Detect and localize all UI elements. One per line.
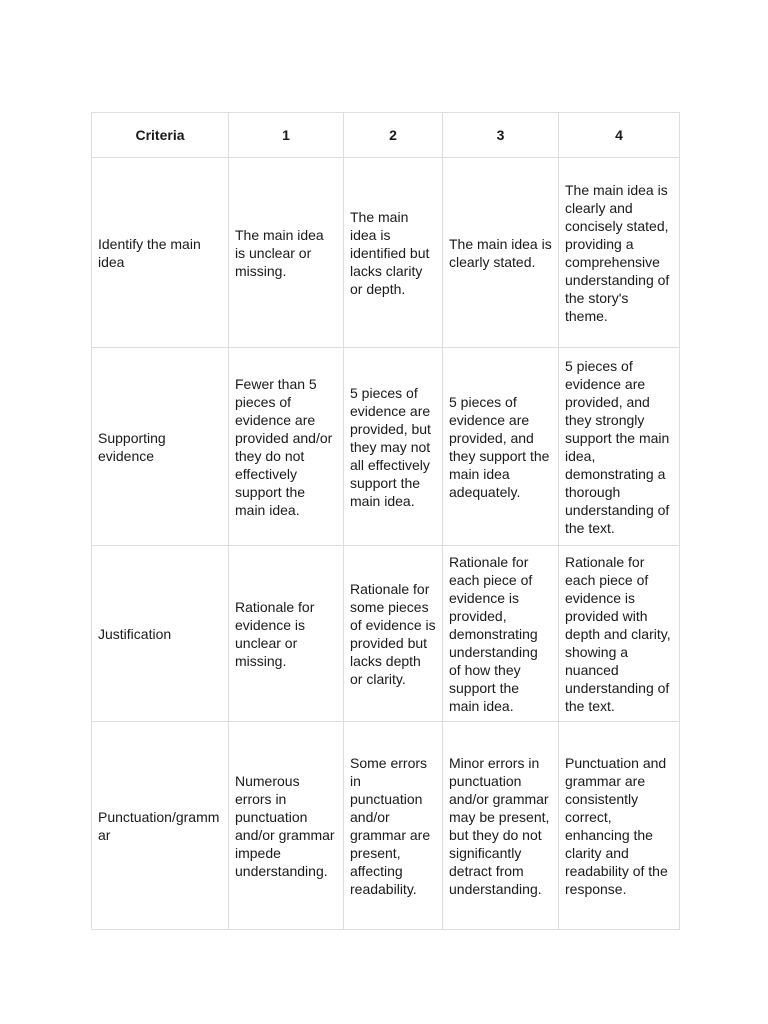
criteria-cell: Identify the main idea	[92, 158, 229, 348]
table-row	[92, 546, 680, 722]
level-1-cell: Fewer than 5 pieces of evidence are provided and/or they do not effectively support the main idea.	[229, 348, 344, 546]
level-2-cell: 5 pieces of evidence are provided, but they may not all effectively support the main idea.	[344, 348, 443, 546]
level-2-cell: Some errors in punctuation and/or grammar are present, affecting readability.	[344, 722, 443, 930]
rubric-table	[91, 112, 680, 930]
level-3-cell: 5 pieces of evidence are provided, and they support the main idea adequately.	[443, 348, 559, 546]
table-row	[92, 722, 680, 930]
header-level-2: 2	[344, 113, 443, 158]
level-3-cell: Minor errors in punctuation and/or grammar may be present, but they do not significantly detract from understanding.	[443, 722, 559, 930]
header-level-1: 1	[229, 113, 344, 158]
level-2-cell: Rationale for some pieces of evidence is provided but lacks depth or clarity.	[344, 546, 443, 722]
level-1-cell: Rationale for evidence is unclear or missing.	[229, 546, 344, 722]
header-level-3: 3	[443, 113, 559, 158]
level-4-cell: Rationale for each piece of evidence is provided with depth and clarity, showing a nuanced understanding of the text.	[559, 546, 680, 722]
table-row	[92, 158, 680, 348]
level-2-cell: The main idea is identified but lacks clarity or depth.	[344, 158, 443, 348]
criteria-cell: Punctuation/grammar	[92, 722, 229, 930]
level-4-cell: The main idea is clearly and concisely stated, providing a comprehensive understanding of the story's theme.	[559, 158, 680, 348]
header-level-4: 4	[559, 113, 680, 158]
level-3-cell: The main idea is clearly stated.	[443, 158, 559, 348]
criteria-cell: Justification	[92, 546, 229, 722]
level-1-cell: The main idea is unclear or missing.	[229, 158, 344, 348]
level-3-cell: Rationale for each piece of evidence is provided, demonstrating understanding of how they support the main idea.	[443, 546, 559, 722]
level-4-cell: Punctuation and grammar are consistently correct, enhancing the clarity and readability of the response.	[559, 722, 680, 930]
table-row	[92, 348, 680, 546]
header-row	[92, 113, 680, 158]
level-1-cell: Numerous errors in punctuation and/or grammar impede understanding.	[229, 722, 344, 930]
level-4-cell: 5 pieces of evidence are provided, and they strongly support the main idea, demonstrating a thorough understanding of the text.	[559, 348, 680, 546]
criteria-cell: Supporting evidence	[92, 348, 229, 546]
header-criteria: Criteria	[92, 113, 229, 158]
